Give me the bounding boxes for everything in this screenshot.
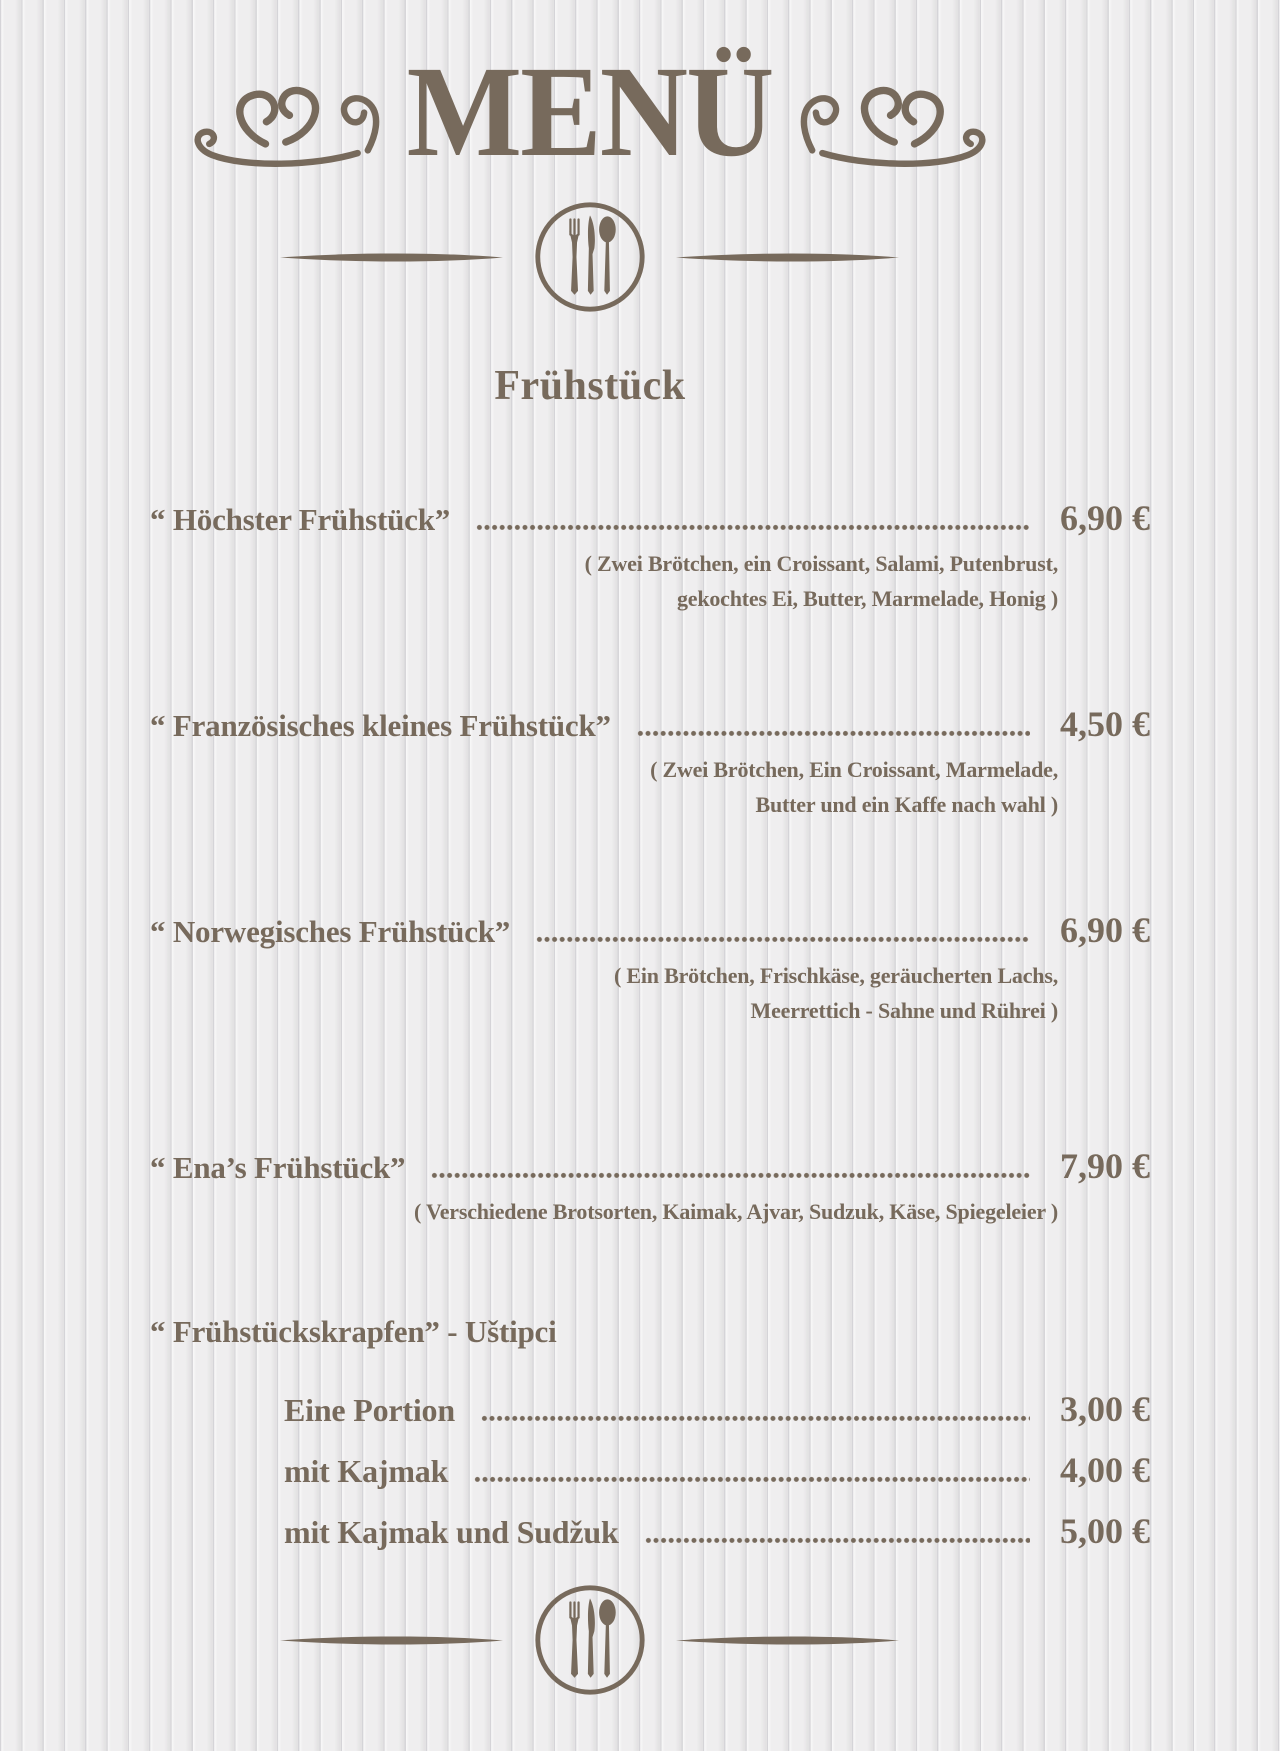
menu-item-price: 4,50 € <box>1060 704 1150 744</box>
flourish-left-icon <box>177 58 389 180</box>
dotted-leader <box>536 936 1030 943</box>
menu-item-price: 5,00 € <box>1060 1511 1150 1551</box>
dotted-leader <box>481 1415 1030 1422</box>
menu-item-name: “ Ena’s Frühstück” <box>150 1150 406 1185</box>
menu-item-price: 6,90 € <box>1060 910 1150 950</box>
dotted-leader <box>645 1537 1030 1544</box>
menu-item-row <box>150 910 1150 952</box>
page-title: MENÜ <box>407 40 773 184</box>
menu-subitem-row <box>284 1389 1150 1431</box>
menu-list <box>150 498 1150 1553</box>
menu-subsection <box>150 1311 1150 1553</box>
menu-item-description <box>150 958 1150 1028</box>
menu-item-row <box>150 704 1150 746</box>
menu-item-price: 6,90 € <box>1060 498 1150 538</box>
menu-item <box>150 498 1150 616</box>
divider-line-right <box>676 1634 900 1647</box>
divider-line-left <box>280 1634 504 1647</box>
menu-item-description <box>150 752 1150 822</box>
dotted-leader <box>474 1476 1030 1483</box>
menu-item-description <box>150 546 1150 616</box>
menu-item-name: “ Norwegisches Frühstück” <box>150 914 511 949</box>
menu-item-name: “ Höchster Frühstück” <box>150 502 451 537</box>
menu-item <box>150 704 1150 822</box>
menu-item-name: mit Kajmak und Sudžuk <box>284 1514 619 1550</box>
description-line: ( Ein Brötchen, Frischkäse, geräucherten Lachs, <box>613 963 1058 988</box>
divider-line-right <box>676 251 900 264</box>
description-line: Butter und ein Kaffe nach wahl ) <box>755 792 1058 817</box>
description-line: ( Zwei Brötchen, Ein Croissant, Marmelade, <box>650 757 1058 782</box>
divider-line-left <box>280 251 504 264</box>
description-line: gekochtes Ei, Butter, Marmelade, Honig ) <box>676 586 1058 611</box>
menu-item <box>150 910 1150 1028</box>
description-line: Meerrettich - Sahne und Rührei ) <box>750 998 1058 1023</box>
description-line: ( Zwei Brötchen, ein Croissant, Salami, Putenbrust, <box>584 551 1058 576</box>
cutlery-circle-icon <box>532 199 648 315</box>
menu-subitem-row <box>284 1450 1150 1492</box>
menu-header <box>0 0 1180 182</box>
menu-item-name: mit Kajmak <box>284 1453 449 1489</box>
menu-item-name: Eine Portion <box>284 1392 455 1428</box>
subsection-title: “ Frühstückskrapfen” - Uštipci <box>150 1314 557 1349</box>
menu-item <box>150 1146 1150 1229</box>
menu-item-price: 3,00 € <box>1060 1389 1150 1429</box>
dotted-leader <box>476 524 1030 531</box>
menu-item-row <box>150 498 1150 540</box>
top-divider <box>0 198 1180 316</box>
bottom-divider <box>0 1581 1180 1699</box>
flourish-right-icon <box>791 58 1003 180</box>
menu-item-price: 4,00 € <box>1060 1450 1150 1490</box>
menu-item-description <box>150 1194 1150 1229</box>
menu-item-name: “ Französisches kleines Frühstück” <box>150 708 611 743</box>
menu-subitem-row <box>284 1511 1150 1553</box>
cutlery-circle-icon <box>532 1582 648 1698</box>
dotted-leader <box>431 1172 1030 1179</box>
dotted-leader <box>637 730 1030 737</box>
menu-item-row <box>150 1146 1150 1188</box>
menu-item-price: 7,90 € <box>1060 1146 1150 1186</box>
section-title: Frühstück <box>494 363 686 409</box>
description-line: ( Verschiedene Brotsorten, Kaimak, Ajvar, Sudzuk, Käse, Spiegeleier ) <box>414 1199 1058 1224</box>
